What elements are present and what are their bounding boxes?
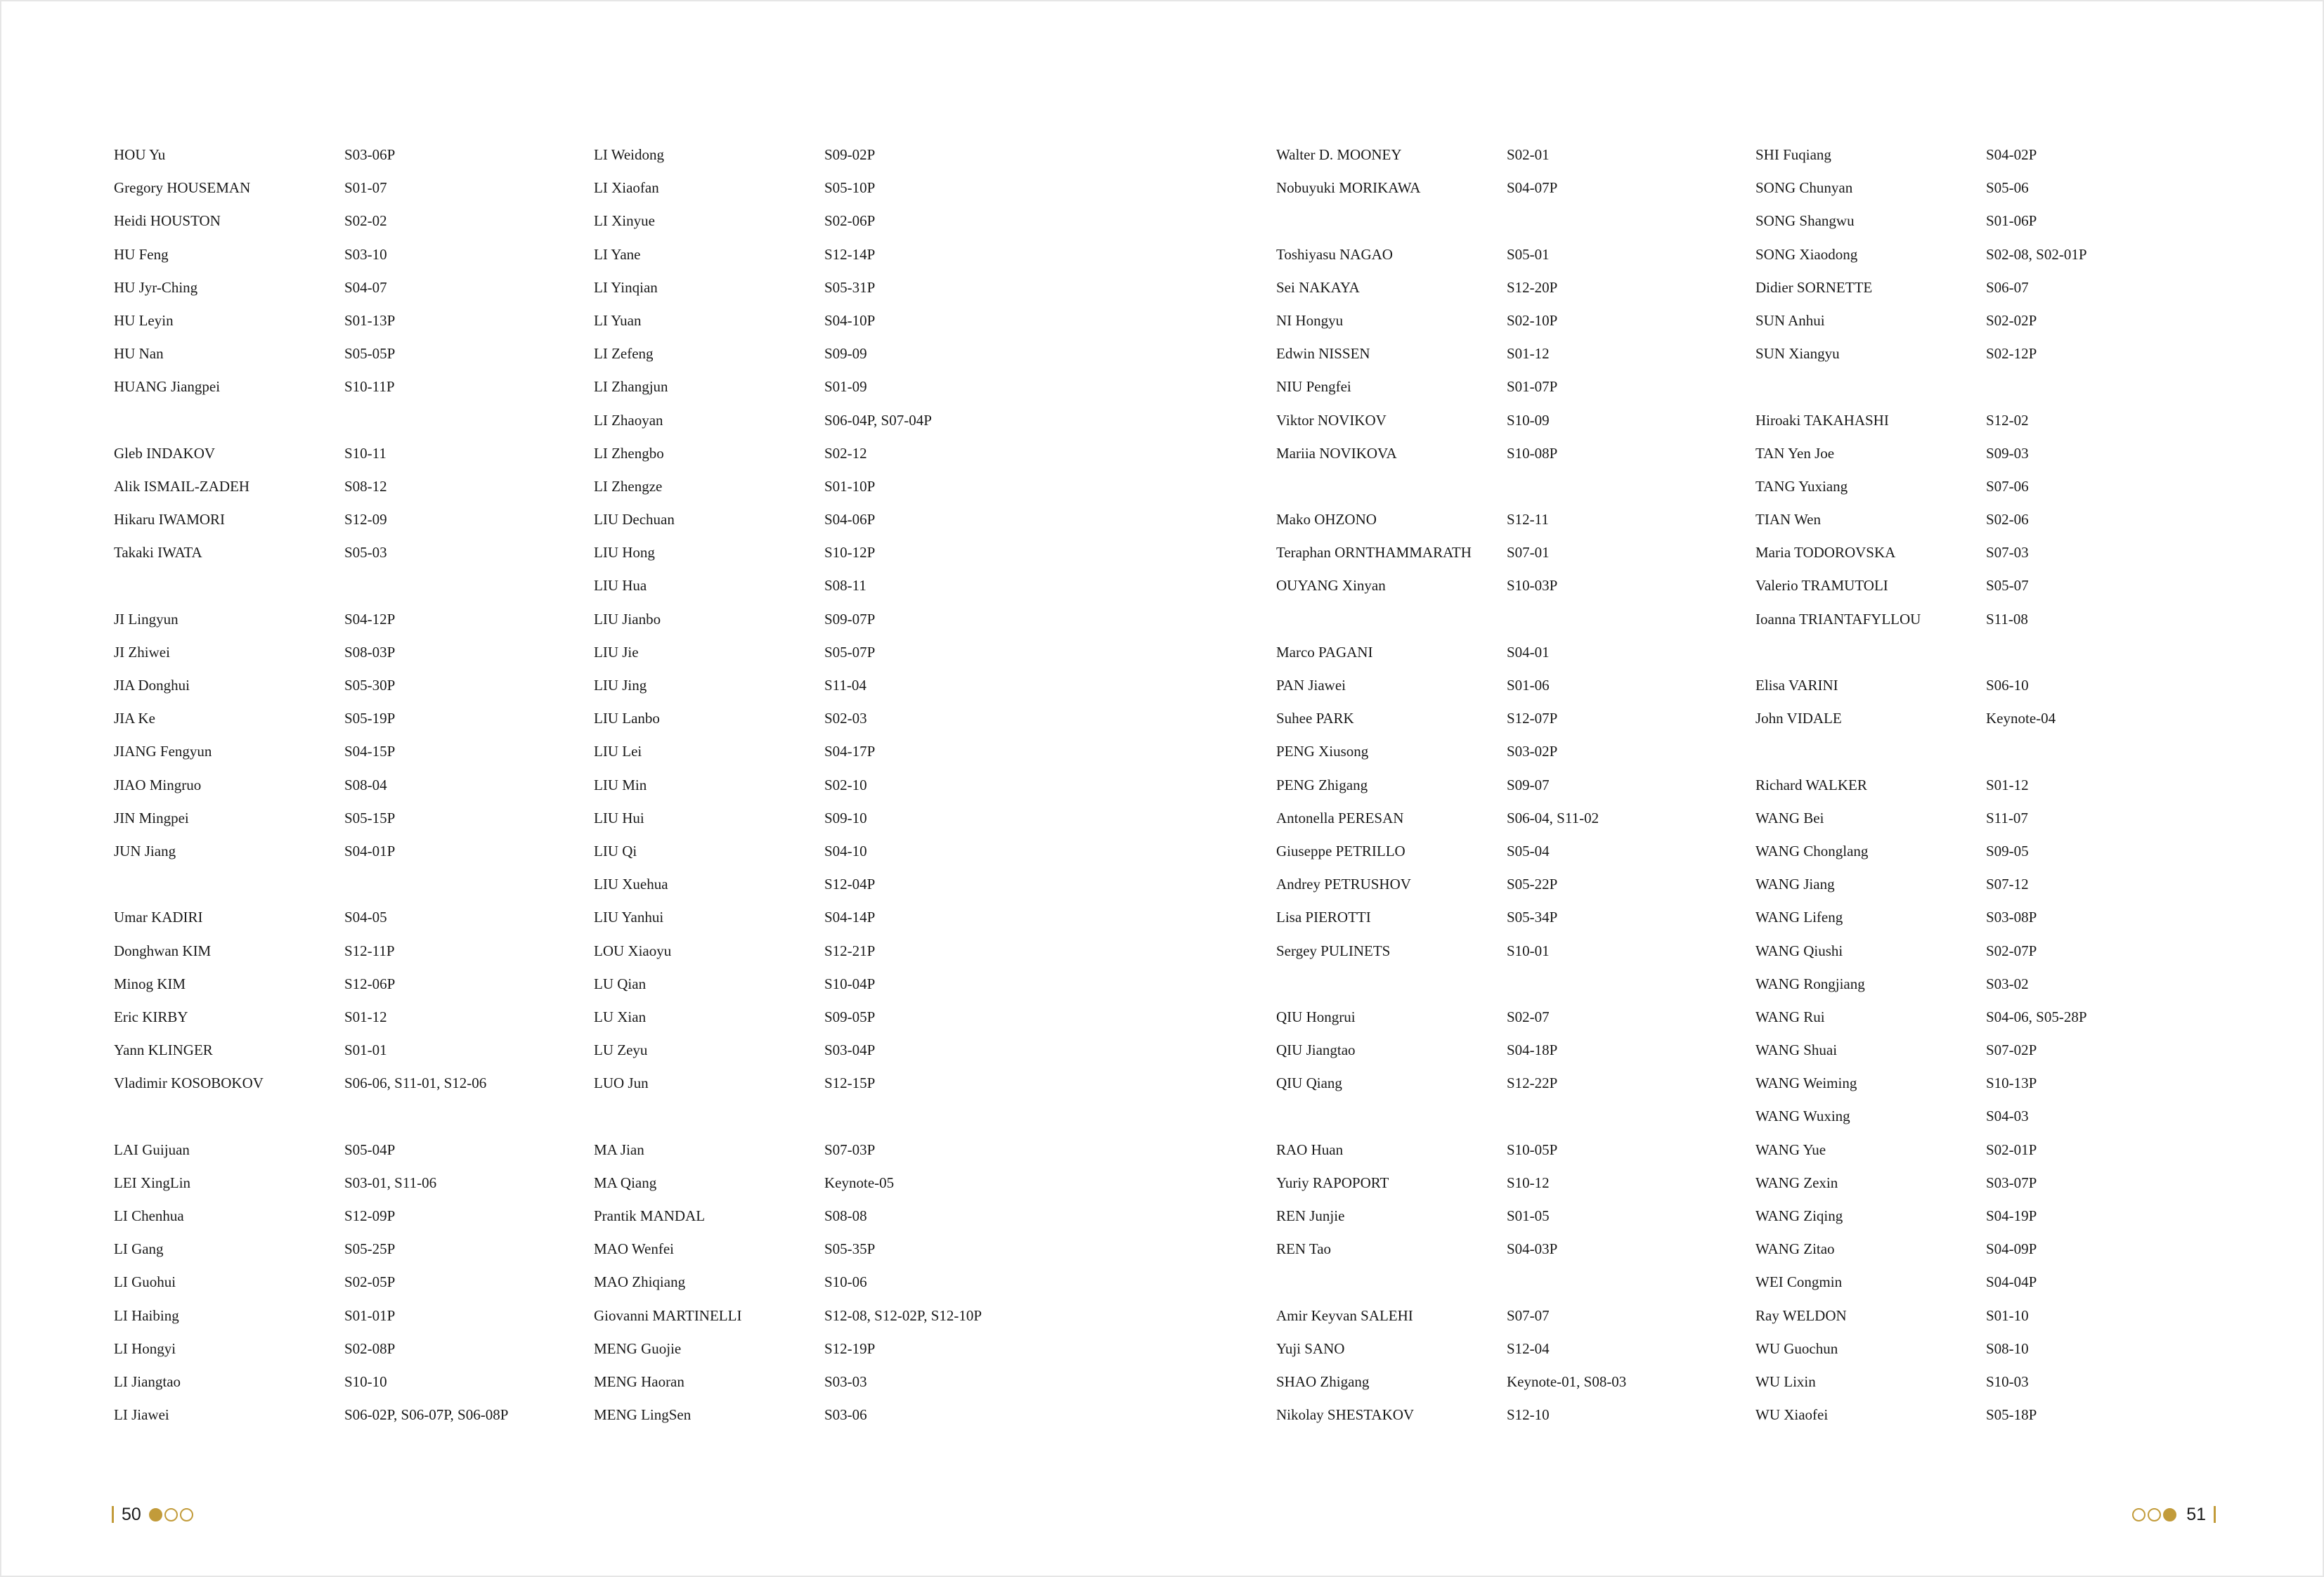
session-code: S12-14P <box>824 245 876 263</box>
author-name: LU Qian <box>594 975 647 992</box>
session-code: S12-21P <box>824 942 876 959</box>
session-code: S05-34P <box>1507 909 1558 926</box>
author-name: MENG LingSen <box>594 1406 692 1424</box>
session-code: S08-11 <box>824 577 866 595</box>
author-name: SHAO Zhigang <box>1276 1372 1370 1390</box>
author-name: LI Guohui <box>114 1273 176 1291</box>
author-name: HU Nan <box>114 345 164 363</box>
author-name: Mako OHZONO <box>1276 511 1377 528</box>
author-name: Umar KADIRI <box>114 909 203 926</box>
session-code: S05-15P <box>344 809 396 826</box>
author-name: LI Jiangtao <box>114 1372 181 1390</box>
author-name: MA Jian <box>594 1141 644 1158</box>
author-name: LI Zhengze <box>594 477 663 495</box>
author-name: Suhee PARK <box>1276 710 1354 727</box>
session-code: S10-01 <box>1507 942 1550 959</box>
session-code: S02-07P <box>1986 942 2037 959</box>
author-name: Marco PAGANI <box>1276 643 1373 661</box>
author-name: Maria TODOROVSKA <box>1755 544 1896 562</box>
session-code: S01-05 <box>1507 1207 1550 1224</box>
author-name: WU Xiaofei <box>1755 1406 1829 1424</box>
session-code: S09-03 <box>1986 444 2029 462</box>
author-name: LIU Lanbo <box>594 710 660 727</box>
session-code: S09-07 <box>1507 776 1550 793</box>
session-code: S04-04P <box>1986 1273 2037 1291</box>
session-code: S03-02P <box>1507 743 1558 760</box>
session-code: S12-09P <box>344 1207 396 1224</box>
author-name: WANG Qiushi <box>1755 942 1843 959</box>
author-name: HOU Yu <box>114 146 166 163</box>
session-code: S10-05P <box>1507 1141 1558 1158</box>
session-code: S10-12P <box>824 544 876 562</box>
session-code: S10-06 <box>824 1273 867 1291</box>
session-code: S05-07P <box>824 643 876 661</box>
author-name: QIU Hongrui <box>1276 1008 1356 1025</box>
session-code: S09-05 <box>1986 842 2029 859</box>
session-code: S01-09 <box>824 378 867 396</box>
session-code: S07-07 <box>1507 1306 1550 1324</box>
session-code: S09-10 <box>824 809 867 826</box>
author-name: WANG Wuxing <box>1755 1108 1850 1125</box>
session-code: S04-19P <box>1986 1207 2037 1224</box>
author-name: LI Zhangjun <box>594 378 668 396</box>
author-name: LI Haibing <box>114 1306 179 1324</box>
author-name: Sergey PULINETS <box>1276 942 1391 959</box>
author-name: JIANG Fengyun <box>114 743 212 760</box>
author-name: WANG Rui <box>1755 1008 1825 1025</box>
author-name: WU Guochun <box>1755 1339 1838 1357</box>
session-code: S10-11P <box>344 378 395 396</box>
session-code: S04-07 <box>344 278 387 296</box>
session-code: S10-08P <box>1507 444 1558 462</box>
session-code: S03-03 <box>824 1372 867 1390</box>
author-name: Viktor NOVIKOV <box>1276 411 1387 429</box>
author-name: LI Yinqian <box>594 278 658 296</box>
session-code: S02-01 <box>1507 146 1550 163</box>
session-code: S05-19P <box>344 710 396 727</box>
author-name: PENG Zhigang <box>1276 776 1368 793</box>
author-name: SHI Fuqiang <box>1755 146 1831 163</box>
author-name: WANG Jiang <box>1755 876 1835 893</box>
session-code: S02-03 <box>824 710 867 727</box>
session-code: S10-11 <box>344 444 387 462</box>
session-code: S02-08P <box>344 1339 396 1357</box>
session-code: S04-07P <box>1507 179 1558 197</box>
session-code: S02-07 <box>1507 1008 1550 1025</box>
session-code: S04-15P <box>344 743 396 760</box>
session-code: S04-01P <box>344 842 396 859</box>
session-code: S02-02P <box>1986 311 2037 329</box>
session-code: S05-18P <box>1986 1406 2037 1424</box>
session-code: S08-04 <box>344 776 387 793</box>
author-name: Giovanni MARTINELLI <box>594 1306 742 1324</box>
author-name: LOU Xiaoyu <box>594 942 672 959</box>
author-name: Hikaru IWAMORI <box>114 511 226 528</box>
author-name: Andrey PETRUSHOV <box>1276 876 1411 893</box>
session-code: S12-22P <box>1507 1075 1558 1092</box>
author-name: Richard WALKER <box>1755 776 1867 793</box>
author-name: JUN Jiang <box>114 842 176 859</box>
author-name: Gregory HOUSEMAN <box>114 179 251 197</box>
session-code: S05-03 <box>344 544 387 562</box>
session-code: S05-01 <box>1507 245 1550 263</box>
author-name: WANG Rongjiang <box>1755 975 1865 992</box>
author-name: Lisa PIEROTTI <box>1276 909 1371 926</box>
session-code: S03-07P <box>1986 1174 2037 1191</box>
session-code: S08-08 <box>824 1207 867 1224</box>
author-name: Ray WELDON <box>1755 1306 1847 1324</box>
session-code: S01-10 <box>1986 1306 2029 1324</box>
author-name: NIU Pengfei <box>1276 378 1351 396</box>
session-code: S10-03P <box>1507 577 1558 595</box>
author-name: REN Tao <box>1276 1240 1332 1258</box>
session-code: S04-03 <box>1986 1108 2029 1125</box>
circle-icon <box>164 1508 178 1521</box>
author-name: SONG Chunyan <box>1755 179 1853 197</box>
author-name: LIU Qi <box>594 842 637 859</box>
author-name: JIA Ke <box>114 710 155 727</box>
session-code: S05-31P <box>824 278 876 296</box>
author-name: LIU Jie <box>594 643 639 661</box>
author-name: Walter D. MOONEY <box>1276 146 1402 163</box>
author-name: LI Zefeng <box>594 345 654 363</box>
author-name: WU Lixin <box>1755 1372 1816 1390</box>
session-code: S12-07P <box>1507 710 1558 727</box>
session-code: S07-06 <box>1986 477 2029 495</box>
session-code: S04-14P <box>824 909 876 926</box>
author-name: LI Hongyi <box>114 1339 176 1357</box>
author-name: Giuseppe PETRILLO <box>1276 842 1406 859</box>
author-name: WANG Weiming <box>1755 1075 1857 1092</box>
session-code: S12-15P <box>824 1075 876 1092</box>
author-name: MENG Haoran <box>594 1372 684 1390</box>
author-name: SUN Xiangyu <box>1755 345 1840 363</box>
author-name: QIU Jiangtao <box>1276 1041 1356 1059</box>
author-name: Prantik MANDAL <box>594 1207 706 1224</box>
session-code: S11-04 <box>824 677 866 694</box>
author-name: Heidi HOUSTON <box>114 212 221 230</box>
author-name: MAO Zhiqiang <box>594 1273 686 1291</box>
session-code: S05-30P <box>344 677 396 694</box>
session-code: S02-06 <box>1986 511 2029 528</box>
author-name: WANG Chonglang <box>1755 842 1869 859</box>
session-code: S01-06 <box>1507 677 1550 694</box>
author-name: LIU Jing <box>594 677 647 694</box>
session-code: S01-12 <box>1986 776 2029 793</box>
session-code: S02-08, S02-01P <box>1986 245 2087 263</box>
session-code: S09-02P <box>824 146 876 163</box>
author-name: NI Hongyu <box>1276 311 1344 329</box>
author-name: REN Junjie <box>1276 1207 1345 1224</box>
author-name: Hiroaki TAKAHASHI <box>1755 411 1889 429</box>
session-code: S01-12 <box>344 1008 387 1025</box>
author-name: Teraphan ORNTHAMMARATH <box>1276 544 1472 562</box>
author-name: JIAO Mingruo <box>114 776 202 793</box>
author-name: JI Zhiwei <box>114 643 170 661</box>
author-name: Elisa VARINI <box>1755 677 1838 694</box>
author-name: JI Lingyun <box>114 610 178 628</box>
author-name: Toshiyasu NAGAO <box>1276 245 1393 263</box>
session-code: S01-01P <box>344 1306 396 1324</box>
author-name: LIU Jianbo <box>594 610 661 628</box>
session-code: S10-09 <box>1507 411 1550 429</box>
session-code: S03-06 <box>824 1406 867 1424</box>
author-name: WEI Congmin <box>1755 1273 1843 1291</box>
author-name: WANG Bei <box>1755 809 1824 826</box>
right-page-footer <box>2132 1505 2216 1524</box>
session-code: S05-06 <box>1986 179 2029 197</box>
author-name: LIU Min <box>594 776 647 793</box>
session-code: S06-10 <box>1986 677 2029 694</box>
author-name: OUYANG Xinyan <box>1276 577 1386 595</box>
author-name: HU Feng <box>114 245 169 263</box>
session-code: S08-12 <box>344 477 387 495</box>
author-name: LAI Guijuan <box>114 1141 190 1158</box>
filled-circle-icon <box>2163 1508 2176 1521</box>
session-code: Keynote-04 <box>1986 710 2056 727</box>
session-code: S01-06P <box>1986 212 2037 230</box>
session-code: S06-06, S11-01, S12-06 <box>344 1075 487 1092</box>
author-name: MENG Guojie <box>594 1339 682 1357</box>
author-name: LIU Hui <box>594 809 644 826</box>
session-code: S03-10 <box>344 245 387 263</box>
session-code: S12-06P <box>344 975 396 992</box>
author-name: LI Yuan <box>594 311 642 329</box>
session-code: S09-09 <box>824 345 867 363</box>
author-name: LI Zhaoyan <box>594 411 663 429</box>
session-code: S03-02 <box>1986 975 2029 992</box>
author-name: Minog KIM <box>114 975 186 992</box>
author-name: LI Xiaofan <box>594 179 659 197</box>
author-name: Antonella PERESAN <box>1276 809 1404 826</box>
session-code: S10-10 <box>344 1372 387 1390</box>
session-code: S08-03P <box>344 643 396 661</box>
author-name: JIA Donghui <box>114 677 190 694</box>
session-code: S03-04P <box>824 1041 876 1059</box>
session-code: S12-02 <box>1986 411 2029 429</box>
session-code: S02-10P <box>1507 311 1558 329</box>
session-code: S01-12 <box>1507 345 1550 363</box>
session-code: S05-25P <box>344 1240 396 1258</box>
session-code: S01-10P <box>824 477 876 495</box>
author-name: LI Gang <box>114 1240 164 1258</box>
session-code: S07-03P <box>824 1141 876 1158</box>
session-code: S04-02P <box>1986 146 2037 163</box>
author-name: WANG Lifeng <box>1755 909 1843 926</box>
author-name: Alik ISMAIL-ZADEH <box>114 477 250 495</box>
session-code: S05-35P <box>824 1240 876 1258</box>
session-code: S03-06P <box>344 146 396 163</box>
author-name: Sei NAKAYA <box>1276 278 1360 296</box>
author-name: LI Jiawei <box>114 1406 169 1424</box>
author-name: LI Yane <box>594 245 641 263</box>
session-code: S10-12 <box>1507 1174 1550 1191</box>
session-code: S03-08P <box>1986 909 2037 926</box>
author-name: Takaki IWATA <box>114 544 202 562</box>
session-code: S04-12P <box>344 610 396 628</box>
session-code: S04-18P <box>1507 1041 1558 1059</box>
author-name: Yuriy RAPOPORT <box>1276 1174 1389 1191</box>
session-code: S04-03P <box>1507 1240 1558 1258</box>
right-page-number: 51 <box>2186 1504 2206 1524</box>
author-name: Mariia NOVIKOVA <box>1276 444 1397 462</box>
author-name: Vladimir KOSOBOKOV <box>114 1075 264 1092</box>
author-name: QIU Qiang <box>1276 1075 1342 1092</box>
author-name: LU Zeyu <box>594 1041 648 1059</box>
author-name: LIU Xuehua <box>594 876 668 893</box>
filled-circle-icon <box>149 1508 162 1521</box>
session-code: S01-07P <box>1507 378 1558 396</box>
author-name: Yann KLINGER <box>114 1041 213 1059</box>
session-code: S11-07 <box>1986 809 2028 826</box>
author-name: TANG Yuxiang <box>1755 477 1848 495</box>
session-code: S12-04 <box>1507 1339 1550 1357</box>
author-name: LI Zhengbo <box>594 444 664 462</box>
author-name: LU Xian <box>594 1008 647 1025</box>
author-name: Yuji SANO <box>1276 1339 1345 1357</box>
author-name: Edwin NISSEN <box>1276 345 1370 363</box>
author-name: LIU Hua <box>594 577 647 595</box>
author-name: LIU Yanhui <box>594 909 664 926</box>
author-name: SUN Anhui <box>1755 311 1825 329</box>
session-code: S12-09 <box>344 511 387 528</box>
author-name: LEI XingLin <box>114 1174 191 1191</box>
session-code: S04-09P <box>1986 1240 2037 1258</box>
session-code: S12-10 <box>1507 1406 1550 1424</box>
session-code: S04-10 <box>824 842 867 859</box>
author-name: Gleb INDAKOV <box>114 444 216 462</box>
session-code: S07-01 <box>1507 544 1550 562</box>
author-name: PENG Xiusong <box>1276 743 1369 760</box>
author-name: Didier SORNETTE <box>1755 278 1873 296</box>
author-name: SONG Shangwu <box>1755 212 1855 230</box>
session-code: S05-22P <box>1507 876 1558 893</box>
session-code: Keynote-05 <box>824 1174 895 1191</box>
session-code: S05-07 <box>1986 577 2029 595</box>
author-name: LI Chenhua <box>114 1207 184 1224</box>
session-code: S01-07 <box>344 179 387 197</box>
session-code: S04-06P <box>824 511 876 528</box>
session-code: S12-20P <box>1507 278 1558 296</box>
author-name: Ioanna TRIANTAFYLLOU <box>1755 610 1921 628</box>
session-code: S06-04, S11-02 <box>1507 809 1599 826</box>
author-name: John VIDALE <box>1755 710 1842 727</box>
circle-icon <box>180 1508 193 1521</box>
left-page-footer <box>112 1505 195 1524</box>
author-name: WANG Shuai <box>1755 1041 1838 1059</box>
session-code: S07-12 <box>1986 876 2029 893</box>
author-name: LI Weidong <box>594 146 664 163</box>
author-name: MA Qiang <box>594 1174 657 1191</box>
circle-icon <box>2132 1508 2146 1521</box>
session-code: S10-03 <box>1986 1372 2029 1390</box>
session-code: S04-10P <box>824 311 876 329</box>
session-code: S06-07 <box>1986 278 2029 296</box>
circle-icon <box>2148 1508 2161 1521</box>
session-code: S01-13P <box>344 311 396 329</box>
page-marker-bar <box>112 1506 114 1523</box>
author-name: Eric KIRBY <box>114 1008 188 1025</box>
session-code: S02-02 <box>344 212 387 230</box>
session-code: Keynote-01, S08-03 <box>1507 1372 1627 1390</box>
session-code: S09-05P <box>824 1008 876 1025</box>
session-code: S06-02P, S06-07P, S06-08P <box>344 1406 509 1424</box>
author-name: Nikolay SHESTAKOV <box>1276 1406 1415 1424</box>
session-code: S02-01P <box>1986 1141 2037 1158</box>
session-code: S11-08 <box>1986 610 2028 628</box>
session-code: S02-10 <box>824 776 867 793</box>
session-code: S09-07P <box>824 610 876 628</box>
session-code: S02-12 <box>824 444 867 462</box>
session-code: S05-04P <box>344 1141 396 1158</box>
session-code: S05-10P <box>824 179 876 197</box>
author-name: HUANG Jiangpei <box>114 378 221 396</box>
author-name: MAO Wenfei <box>594 1240 674 1258</box>
session-code: S07-02P <box>1986 1041 2037 1059</box>
session-code: S12-19P <box>824 1339 876 1357</box>
author-name: LUO Jun <box>594 1075 649 1092</box>
session-code: S02-12P <box>1986 345 2037 363</box>
left-page-number: 50 <box>122 1504 141 1524</box>
session-code: S04-01 <box>1507 643 1550 661</box>
author-name: SONG Xiaodong <box>1755 245 1858 263</box>
author-name: WANG Yue <box>1755 1141 1826 1158</box>
author-name: WANG Zitao <box>1755 1240 1835 1258</box>
author-name: LI Xinyue <box>594 212 655 230</box>
session-code: S05-05P <box>344 345 396 363</box>
session-code: S08-10 <box>1986 1339 2029 1357</box>
session-code: S02-05P <box>344 1273 396 1291</box>
session-code: S12-11P <box>344 942 395 959</box>
session-code: S12-08, S12-02P, S12-10P <box>824 1306 982 1324</box>
author-name: PAN Jiawei <box>1276 677 1346 694</box>
session-code: S04-06, S05-28P <box>1986 1008 2087 1025</box>
author-name: TAN Yen Joe <box>1755 444 1835 462</box>
author-name: LIU Lei <box>594 743 642 760</box>
session-code: S05-04 <box>1507 842 1550 859</box>
session-code: S10-13P <box>1986 1075 2037 1092</box>
author-name: WANG Ziqing <box>1755 1207 1843 1224</box>
session-code: S02-06P <box>824 212 876 230</box>
author-name: Nobuyuki MORIKAWA <box>1276 179 1421 197</box>
page-marker-bar <box>2214 1506 2216 1523</box>
session-code: S04-05 <box>344 909 387 926</box>
author-name: JIN Mingpei <box>114 809 189 826</box>
author-name: Donghwan KIM <box>114 942 212 959</box>
author-name: LIU Dechuan <box>594 511 675 528</box>
session-code: S04-17P <box>824 743 876 760</box>
author-name: RAO Huan <box>1276 1141 1344 1158</box>
author-name: Amir Keyvan SALEHI <box>1276 1306 1413 1324</box>
session-code: S07-03 <box>1986 544 2029 562</box>
author-name: TIAN Wen <box>1755 511 1821 528</box>
session-code: S03-01, S11-06 <box>344 1174 437 1191</box>
author-name: HU Jyr-Ching <box>114 278 198 296</box>
session-code: S06-04P, S07-04P <box>824 411 932 429</box>
author-name: LIU Hong <box>594 544 655 562</box>
session-code: S10-04P <box>824 975 876 992</box>
author-name: WANG Zexin <box>1755 1174 1838 1191</box>
session-code: S12-04P <box>824 876 876 893</box>
author-name: HU Leyin <box>114 311 174 329</box>
session-code: S12-11 <box>1507 511 1549 528</box>
author-name: Valerio TRAMUTOLI <box>1755 577 1888 595</box>
session-code: S01-01 <box>344 1041 387 1059</box>
